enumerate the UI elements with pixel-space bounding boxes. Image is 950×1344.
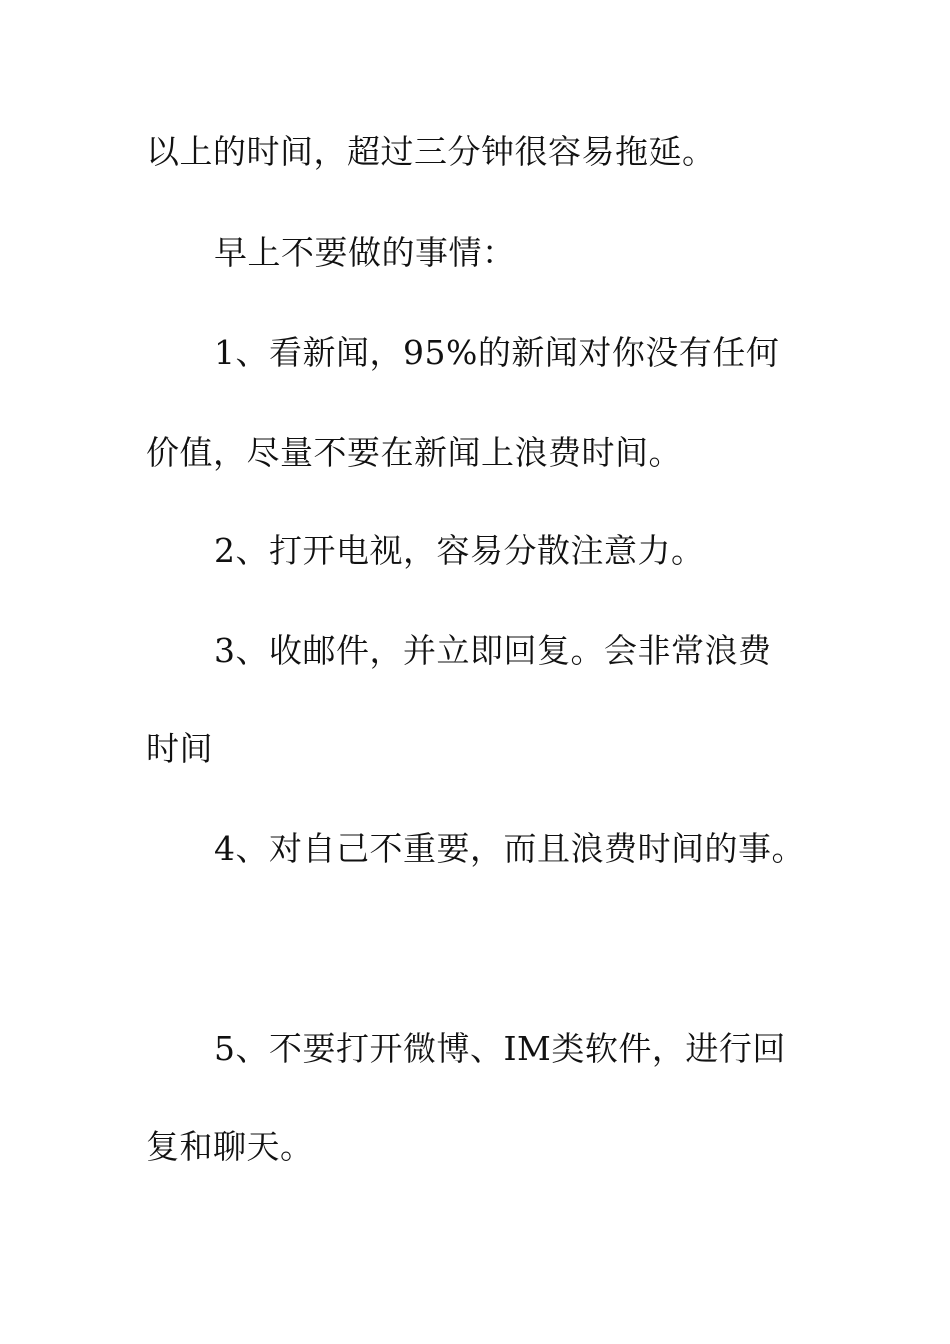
list-item-1-line-2: 价值，尽量不要在新闻上浪费时间。 [146, 433, 682, 472]
list-item-5-line-1: 5、不要打开微博、IM类软件，进行回 [214, 1029, 786, 1068]
section-heading: 早上不要做的事情： [214, 233, 516, 272]
list-item-1-line-1: 1、看新闻，95%的新闻对你没有任何 [214, 333, 780, 372]
list-item-5-line-2: 复和聊天。 [146, 1127, 314, 1166]
paragraph-line: 以上的时间，超过三分钟很容易拖延。 [146, 132, 716, 171]
list-item-3-line-1: 3、收邮件，并立即回复。会非常浪费 [214, 631, 772, 670]
list-item-2: 2、打开电视，容易分散注意力。 [214, 531, 705, 570]
list-item-4: 4、对自己不重要，而且浪费时间的事。 [214, 829, 805, 868]
list-item-3-line-2: 时间 [146, 729, 213, 768]
